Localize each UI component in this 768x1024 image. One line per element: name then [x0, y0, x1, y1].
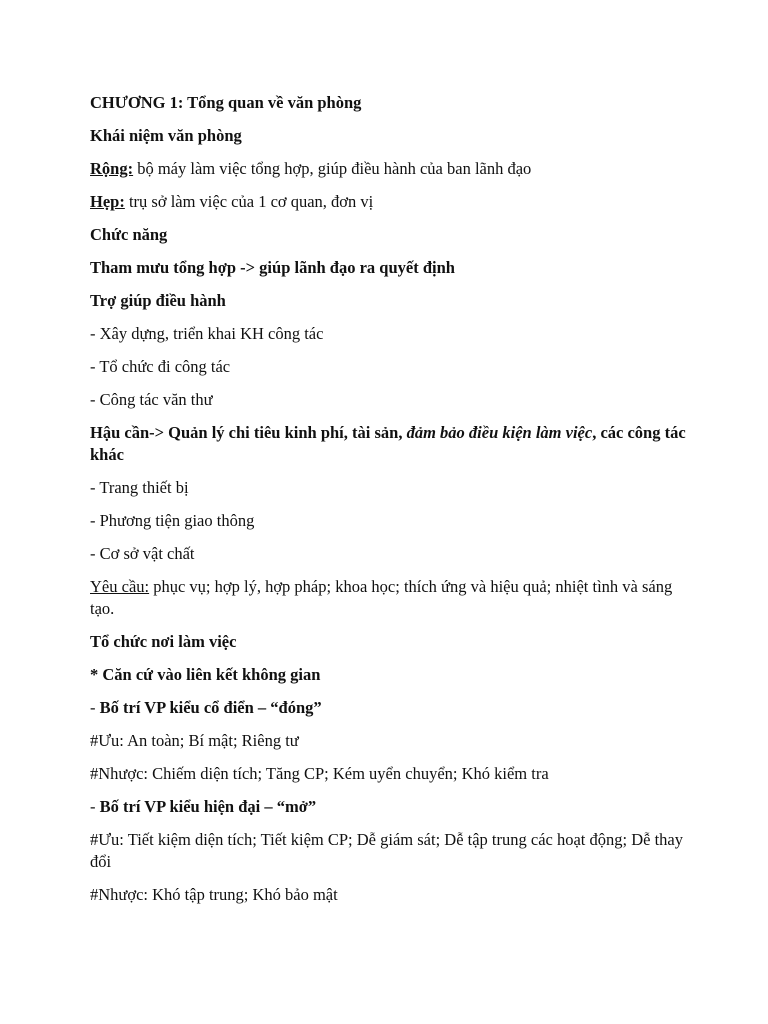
modern-heading-text: Bố trí VP kiểu hiện đại – “mở” — [99, 797, 317, 816]
narrow-text: trụ sở làm việc của 1 cơ quan, đơn vị — [124, 192, 374, 211]
requirement-paragraph — [90, 576, 690, 620]
list-item: - Cơ sở vật chất — [90, 544, 195, 563]
modern-pros: #Ưu: Tiết kiệm diện tích; Tiết kiệm CP; Dễ giám sát; Dễ tập trung các hoạt động; Dễ thay đổi — [90, 830, 683, 871]
advisory-heading: Tham mưu tổng hợp -> giúp lãnh đạo ra quyết định — [90, 258, 455, 277]
logistics-text: Hậu cần-> Quản lý chi tiêu kinh phí, tài sản, — [90, 423, 407, 442]
broad-text: bộ máy làm việc tổng hợp, giúp điều hành của ban lãnh đạo — [133, 159, 532, 178]
list-item: - Trang thiết bị — [90, 478, 189, 497]
workplace-heading: Tổ chức nơi làm việc — [90, 632, 237, 651]
requirement-label: Yêu cầu: — [90, 577, 150, 596]
function-heading: Chức năng — [90, 225, 168, 244]
broad-definition — [90, 158, 690, 180]
chapter-title: CHƯƠNG 1: Tổng quan về văn phòng — [90, 93, 362, 112]
broad-label: Rộng: — [90, 159, 134, 178]
concept-heading: Khái niệm văn phòng — [90, 126, 242, 145]
classic-cons: #Nhược: Chiếm diện tích; Tăng CP; Kém uyển chuyển; Khó kiểm tra — [90, 764, 549, 783]
logistics-heading — [90, 422, 690, 466]
classic-heading-text: Bố trí VP kiểu cổ điển – “đóng” — [99, 698, 322, 717]
modern-layout-heading — [90, 796, 690, 818]
list-item: - Công tác văn thư — [90, 390, 213, 409]
list-item: - Phương tiện giao thông — [90, 511, 255, 530]
list-item: - Tổ chức đi công tác — [90, 357, 231, 376]
narrow-label: Hẹp: — [90, 192, 125, 211]
document-body — [90, 92, 690, 917]
support-heading: Trợ giúp điều hành — [90, 291, 226, 310]
narrow-definition — [90, 191, 690, 213]
space-heading: * Căn cứ vào liên kết không gian — [90, 665, 321, 684]
classic-pros: #Ưu: An toàn; Bí mật; Riêng tư — [90, 731, 299, 750]
classic-layout-heading — [90, 697, 690, 719]
classic-dash: - — [90, 698, 100, 717]
list-item: - Xây dựng, triển khai KH công tác — [90, 324, 324, 343]
logistics-text-end: , các công tác khác — [90, 423, 686, 464]
logistics-italic-text: đảm bảo điều kiện làm việc — [406, 423, 593, 442]
modern-cons: #Nhược: Khó tập trung; Khó bảo mật — [90, 885, 338, 904]
requirement-text: phục vụ; hợp lý, hợp pháp; khoa học; thích ứng và hiệu quả; nhiệt tình và sáng tạo. — [90, 577, 673, 618]
modern-dash: - — [90, 797, 100, 816]
